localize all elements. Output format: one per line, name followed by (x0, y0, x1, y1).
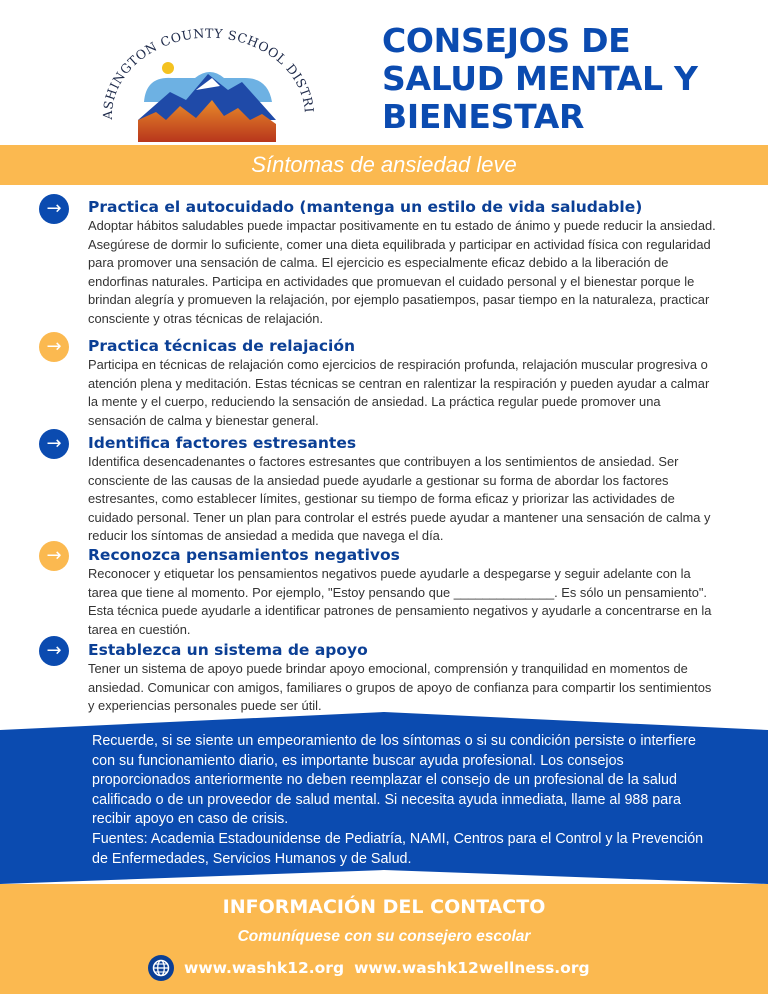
logo-text: ASHINGTON COUNTY SCHOOL DISTR (100, 25, 315, 120)
arrow-right-icon: → (39, 636, 69, 666)
tip-body: Tener un sistema de apoyo puede brindar apoyo emocional, comprensión y tranquilidad en momentos de ansiedad. Comunicar con amigos, familiares o grupos de apoyo de confianza para compartir los sentimientos y experiencias personales puede ser útil. (88, 661, 712, 714)
district-logo-graphic (100, 20, 315, 142)
notice-text (92, 732, 722, 869)
arrow-right-icon: → (39, 429, 69, 459)
tip-item (0, 192, 768, 330)
district-logo (100, 20, 315, 142)
tip-body: Reconocer y etiquetar los pensamientos negativos puede ayudarle a despegarse y seguir adelante con la tarea que tiene al momento. Por ejemplo, "Estoy pensando que ______________. Es sólo un pensamiento". Esta técnica puede ayudarle a identificar patrones de pensamiento negativos y ayudarle a concentrarse en la tarea en cuestión. (88, 566, 712, 637)
contact-title: INFORMACIÓN DEL CONTACTO (222, 896, 546, 918)
notice-sources: Fuentes: Academia Estadounidense de Pediatría, NAMI, Centros para el Control y la Prevención de Enfermedades, Servicios Humanos y de Salud. (92, 830, 704, 867)
tip-title: Practica técnicas de relajación (88, 337, 356, 355)
contact-section (0, 884, 768, 994)
website-link-washk12wellness[interactable]: www.washk12wellness.org (354, 959, 590, 977)
title-line: CONSEJOS DE (382, 21, 631, 60)
tip-item (0, 427, 768, 544)
professional-help-notice (0, 712, 768, 887)
tip-title: Reconozca pensamientos negativos (88, 546, 400, 564)
notice-message: Recuerde, si se siente un empeoramiento de los síntomas o si su condición persiste o interfiere con su funcionamiento diario, es importante buscar ayuda profesional. Los consejos proporcionados anteriormente no deben reemplazar el consejo de un profesional de la salud calificado o de un proveedor de salud mental. Si necesita ayuda inmediata, llame al 988 para recibir apoyo en caso de crisis. (92, 733, 696, 828)
tip-title: Identifica factores estresantes (88, 434, 357, 452)
tip-title: Establezca un sistema de apoyo (88, 641, 368, 659)
page-title (382, 22, 762, 136)
arrow-right-icon: → (39, 332, 69, 362)
tip-title: Practica el autocuidado (mantenga un estilo de vida saludable) (88, 198, 643, 216)
subtitle: Síntomas de ansiedad leve (251, 152, 517, 177)
tip-body: Identifica desencadenantes o factores estresantes que contribuyen a los sentimientos de ansiedad. Ser consciente de las causas de la ansiedad puede ayudarle a gestionar su forma de abordar los factores estresantes, como establecer límites, gestionar su tiempo de forma eficaz y priorizar las actividades de cuidado personal. Tener un plan para controlar el estrés puede ayudar a mantener una sensación de calma y reducir los síntomas de ansiedad a medida que navega el día. (88, 454, 711, 544)
arrow-right-icon: → (39, 194, 69, 224)
arrow-right-icon: → (39, 541, 69, 571)
contact-subtitle: Comuníquese con su consejero escolar (237, 928, 531, 945)
tip-body: Adoptar hábitos saludables puede impactar positivamente en tu estado de ánimo y puede reducir la ansiedad. Asegúrese de dormir lo suficiente, comer una dieta equilibrada y participar en actividad física con regularidad para promover una sensación de calma. El ejercicio es especialmente eficaz debido a la liberación de endorfinas naturales. Participa en actividades que promuevan el cuidado personal y el bienestar porque le brindan alegría y promueven la relajación, por ejemplo pasatiempos, pasar tiempo en la naturaleza, practicar consciente y otras técnicas de relajación. (88, 218, 716, 326)
title-line: SALUD MENTAL Y (382, 59, 698, 98)
title-line: BIENESTAR (382, 97, 585, 136)
tip-item (0, 330, 768, 427)
contact-links (148, 954, 590, 982)
website-link-washk12[interactable]: www.washk12.org (184, 959, 345, 977)
tip-item (0, 634, 768, 716)
globe-icon (148, 955, 174, 981)
sun-icon (162, 62, 174, 74)
tips-list (0, 192, 768, 716)
tip-body: Participa en técnicas de relajación como ejercicios de respiración profunda, relajación muscular progresiva o atención plena y meditación. Estas técnicas se centran en ralentizar la respiración y pueden ayudar a calmar la mente y el cuerpo, reduciendo la sensación de ansiedad. La práctica regular puede promover una sensación de calma y bienestar general. (88, 357, 710, 428)
globe-icon-graphic (152, 959, 170, 977)
subtitle-banner (0, 145, 768, 185)
tip-item (0, 539, 768, 637)
